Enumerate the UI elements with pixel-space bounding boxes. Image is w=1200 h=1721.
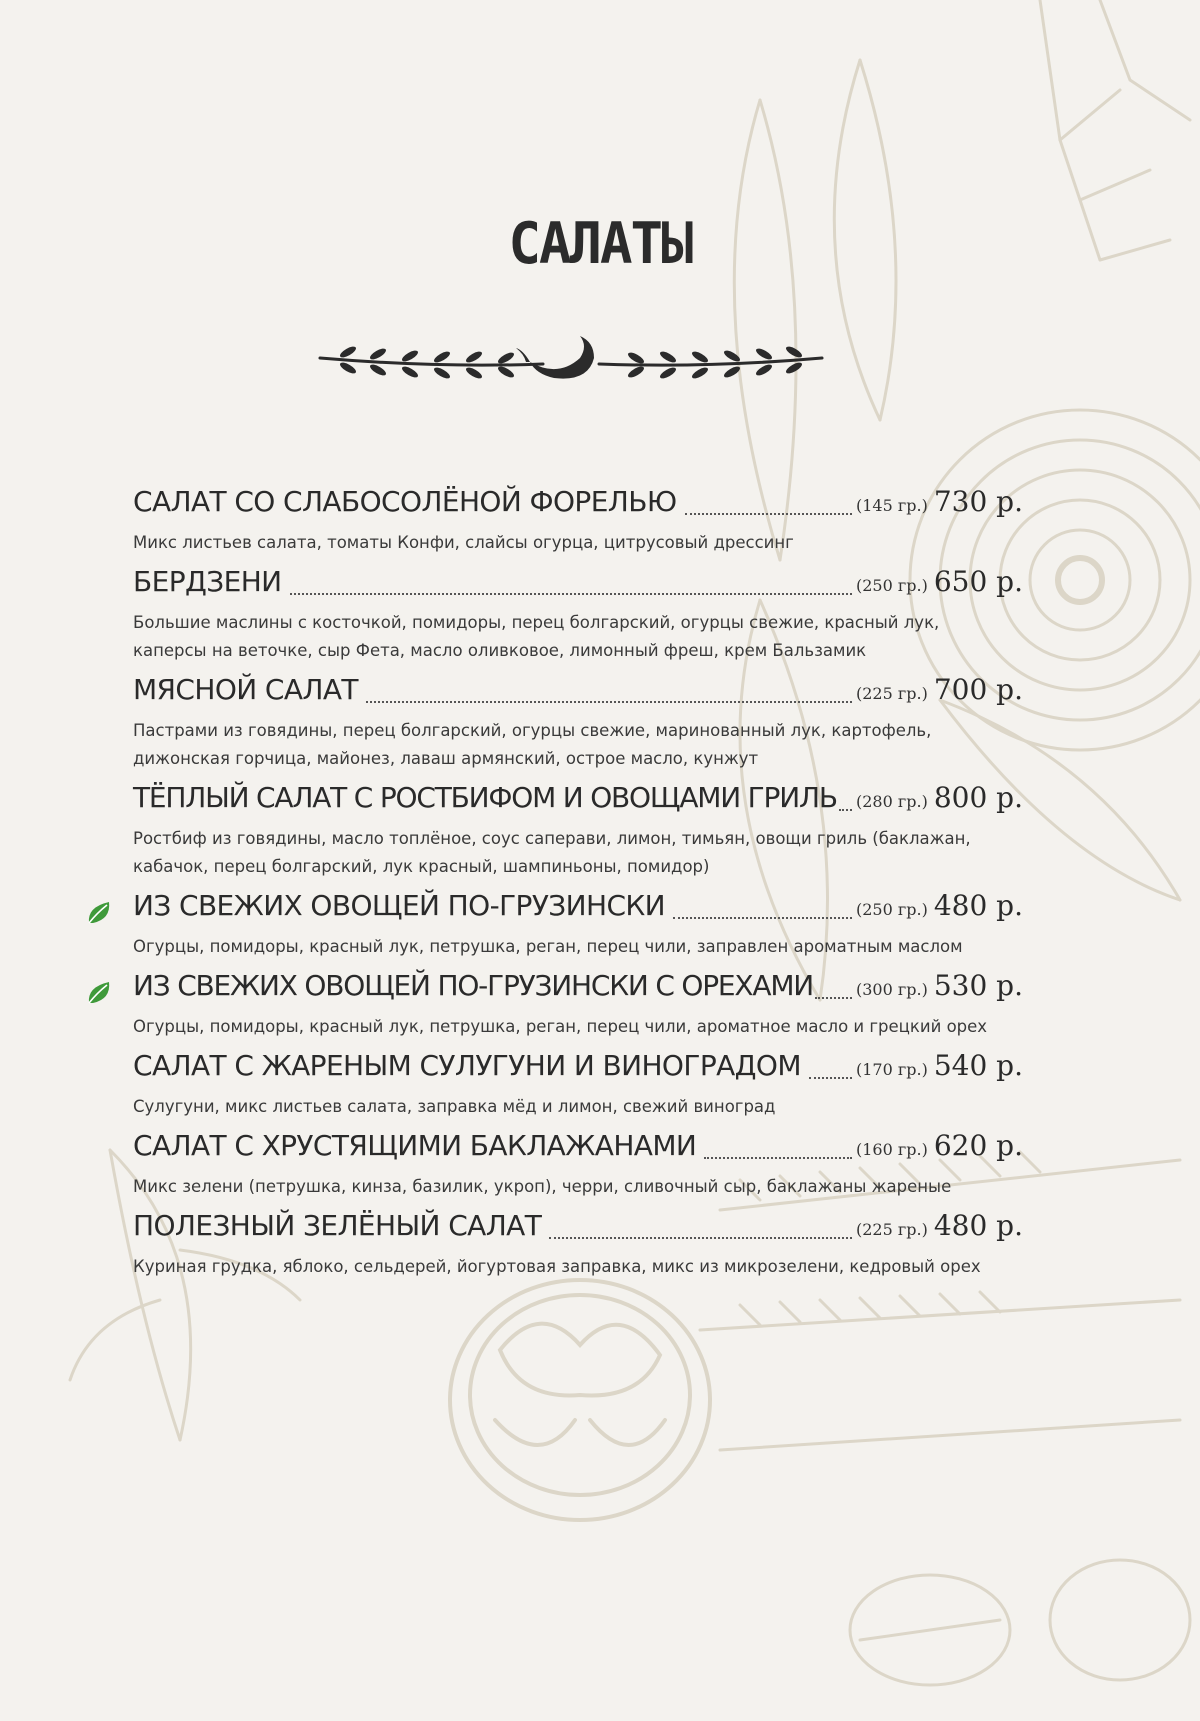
menu-item: [133, 1209, 1023, 1281]
dot-leader: [673, 916, 852, 919]
menu-item-name: ПОЛЕЗНЫЙ ЗЕЛЁНЫЙ САЛАТ: [133, 1209, 542, 1242]
dot-leader: [815, 996, 852, 999]
menu-item-price: 620 р.: [933, 1129, 1023, 1162]
menu-item-name: САЛАТ С ЖАРЕНЫМ СУЛУГУНИ И ВИНОГРАДОМ: [133, 1049, 801, 1082]
menu-item-weight: (300 гр.): [856, 980, 928, 999]
menu-item: [133, 781, 1023, 881]
menu-item-description: Огурцы, помидоры, красный лук, петрушка, реган, перец чили, заправлен ароматным маслом: [133, 937, 963, 956]
menu-item-description: Пастрами из говядины, перец болгарский, огурцы свежие, маринованный лук, картофель, дижонская горчица, майонез, лаваш армянский, острое масло, кунжут: [133, 721, 932, 768]
menu-item-header: [133, 889, 1023, 933]
menu-item-description: Микс зелени (петрушка, кинза, базилик, укроп), черри, сливочный сыр, баклажаны жареные: [133, 1177, 952, 1196]
menu-item-price: 480 р.: [933, 1209, 1023, 1242]
dot-leader: [366, 700, 852, 703]
menu-item-header: [133, 781, 1023, 825]
menu-item: [133, 889, 1023, 961]
menu-item-price: 480 р.: [933, 889, 1023, 922]
menu-item-description: Огурцы, помидоры, красный лук, петрушка, реган, перец чили, ароматное масло и грецкий орех: [133, 1017, 988, 1036]
menu-item-description: Ростбиф из говядины, масло топлёное, соус саперави, лимон, тимьян, овощи гриль (баклажан, кабачок, перец болгарский, лук красный, шампиньоны, помидор): [133, 829, 971, 876]
menu-item-header: [133, 969, 1023, 1013]
menu-item-weight: (250 гр.): [856, 900, 928, 919]
menu-item-description: Сулугуни, микс листьев салата, заправка мёд и лимон, свежий виноград: [133, 1097, 776, 1116]
menu-item-name: БЕРДЗЕНИ: [133, 565, 282, 598]
menu-item: [133, 1049, 1023, 1121]
menu-item-weight: (160 гр.): [856, 1140, 928, 1159]
menu-item-description: Микс листьев салата, томаты Конфи, слайсы огурца, цитрусовый дрессинг: [133, 533, 794, 552]
menu-item-name: ИЗ СВЕЖИХ ОВОЩЕЙ ПО-ГРУЗИНСКИ: [133, 889, 666, 922]
menu-item-header: [133, 565, 1023, 609]
dot-leader: [809, 1076, 852, 1079]
menu-item-header: [133, 673, 1023, 717]
menu-item: [133, 565, 1023, 665]
menu-item-description: Большие маслины с косточкой, помидоры, перец болгарский, огурцы свежие, красный лук, каперсы на веточке, сыр Фета, масло оливковое, лимонный фреш, крем Бальзамик: [133, 613, 940, 660]
dot-leader: [290, 592, 852, 595]
menu-item-weight: (225 гр.): [856, 1220, 928, 1239]
menu-item-name: САЛАТ СО СЛАБОСОЛЁНОЙ ФОРЕЛЬЮ: [133, 485, 677, 518]
menu-item-price: 530 р.: [933, 969, 1023, 1002]
dot-leader: [839, 808, 852, 811]
chili-pepper-branch-ornament-icon: [318, 328, 824, 394]
menu-item: [133, 485, 1023, 557]
dot-leader: [549, 1236, 852, 1239]
green-leaf-icon: [85, 979, 113, 1007]
menu-item-name: МЯСНОЙ САЛАТ: [133, 673, 358, 706]
menu-item-description: Куриная грудка, яблоко, сельдерей, йогуртовая заправка, микс из микрозелени, кедровый орех: [133, 1257, 981, 1276]
menu-item-price: 650 р.: [933, 565, 1023, 598]
menu-item-weight: (145 гр.): [856, 496, 928, 515]
menu-item: [133, 1129, 1023, 1201]
dot-leader: [704, 1156, 852, 1159]
menu-item: [133, 969, 1023, 1041]
menu-item-weight: (170 гр.): [856, 1060, 928, 1079]
menu-item-price: 540 р.: [933, 1049, 1023, 1082]
menu-item: [133, 673, 1023, 773]
menu-item-price: 800 р.: [933, 781, 1023, 814]
menu-item-name: САЛАТ С ХРУСТЯЩИМИ БАКЛАЖАНАМИ: [133, 1129, 697, 1162]
menu-item-header: [133, 1049, 1023, 1093]
menu-item-header: [133, 1209, 1023, 1253]
dot-leader: [685, 512, 852, 515]
menu-item-header: [133, 485, 1023, 529]
page-title: САЛАТЫ: [508, 210, 692, 277]
salad-menu-list: [133, 485, 1023, 1289]
menu-item-weight: (250 гр.): [856, 576, 928, 595]
menu-item-price: 730 р.: [933, 485, 1023, 518]
green-leaf-icon: [85, 899, 113, 927]
menu-item-header: [133, 1129, 1023, 1173]
menu-item-weight: (225 гр.): [856, 684, 928, 703]
menu-item-name: ТЁПЛЫЙ САЛАТ С РОСТБИФОМ И ОВОЩАМИ ГРИЛЬ: [133, 781, 837, 814]
menu-item-name: ИЗ СВЕЖИХ ОВОЩЕЙ ПО-ГРУЗИНСКИ С ОРЕХАМИ: [133, 969, 814, 1002]
menu-item-price: 700 р.: [933, 673, 1023, 706]
menu-item-weight: (280 гр.): [856, 792, 928, 811]
